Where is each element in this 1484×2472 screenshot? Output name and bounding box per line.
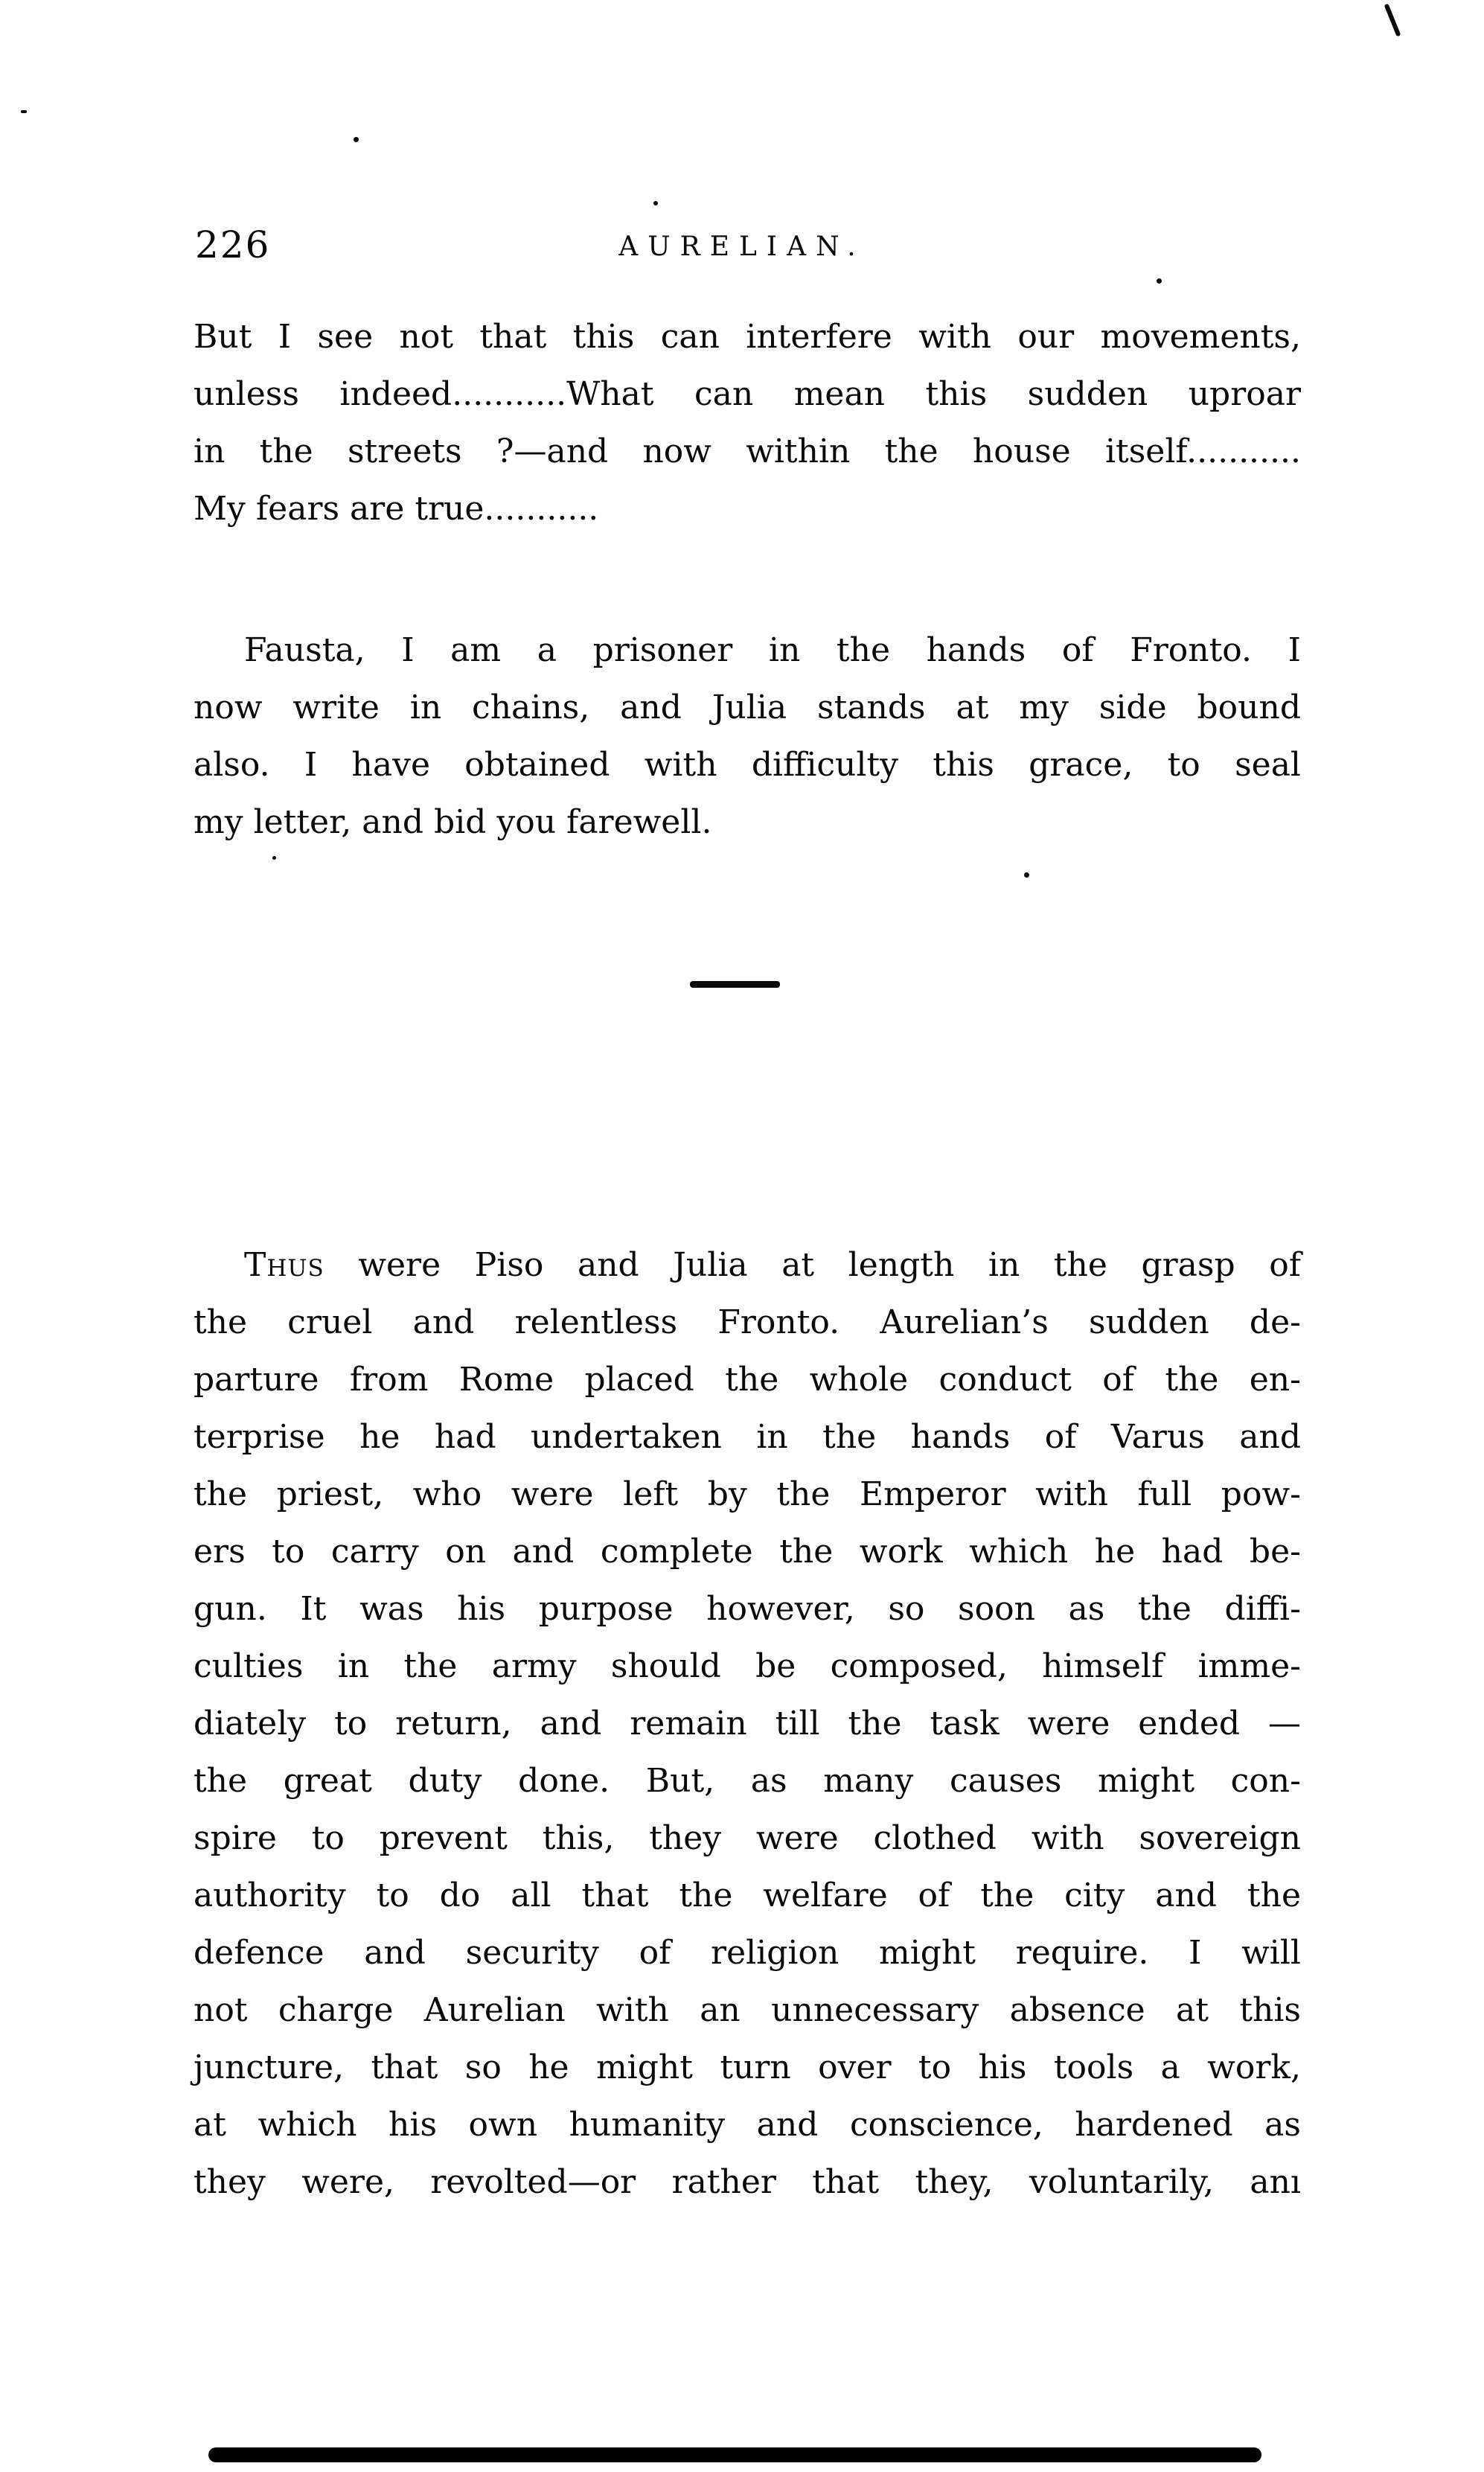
body-line: the cruel and relentless Fronto. Aurelian’s sudden de- [194,1303,1301,1341]
section-divider-rule [690,981,780,988]
body-line: unless indeed...........What can mean this sudden uproar [194,375,1301,413]
body-line: not charge Aurelian with an unnecessary absence at this [194,1991,1301,2029]
body-line: parture from Rome placed the whole conduct of the en- [194,1361,1301,1399]
body-line: the great duty done. But, as many causes might con- [194,1762,1301,1800]
section-lead-word: Thus [244,1246,324,1284]
running-title: AURELIAN. [618,231,866,262]
section-paragraph-lines [194,1294,1301,2211]
scan-speck [272,856,276,860]
letter-paragraph-2 [194,622,1301,851]
body-line: defence and security of religion might require. I will [194,1934,1301,1972]
body-line: gun. It was his purpose however, so soon as the diffi- [194,1590,1301,1628]
body-line: diately to return, and remain till the task were ended — [194,1705,1301,1743]
section-paragraph [194,1236,1301,2211]
scan-slash-mark [1384,4,1401,37]
scan-speck [21,110,27,113]
body-line: authority to do all that the welfare of the city and the [194,1877,1301,1914]
scan-speck [1024,872,1029,878]
body-line: at which his own humanity and conscience, hardened as [194,2106,1301,2144]
body-line: ers to carry on and complete the work which he had be- [194,1533,1301,1571]
scan-speck [1157,278,1162,284]
body-line: Fausta, I am a prisoner in the hands of Fronto. I [244,631,1301,669]
body-line: culties in the army should be composed, himself imme- [194,1647,1301,1685]
body-line: they were, revolted—or rather that they, voluntarily, anı [194,2163,1301,2201]
page-number: 226 [195,223,271,266]
body-line: my letter, and bid you farewell. [194,803,712,841]
body-line: in the streets ?—and now within the house itself........... [194,432,1301,470]
body-line: the priest, who were left by the Emperor with full pow- [194,1475,1301,1513]
body-line: spire to prevent this, they were clothed with sovereign [194,1819,1301,1857]
page-bottom-scan-bar [208,2447,1261,2462]
body-line: also. I have obtained with difficulty this grace, to seal [194,746,1301,784]
body-line: terprise he had undertaken in the hands of Varus and [194,1418,1301,1456]
letter-paragraph-2-lines [194,622,1301,851]
body-line: But I see not that this can interfere with our movements, [194,318,1301,356]
scan-speck [653,201,658,205]
letter-paragraph-1-lines [194,308,1301,537]
section-first-line-rest: were Piso and Julia at length in the grasp of [358,1246,1301,1284]
body-line: My fears are true........... [194,490,599,528]
body-line-lead [194,1236,1301,1294]
body-line: juncture, that so he might turn over to his tools a work, [194,2048,1301,2086]
body-line: now write in chains, and Julia stands at my side bound [194,689,1301,726]
scan-speck [354,137,359,142]
letter-paragraph-1 [194,308,1301,537]
